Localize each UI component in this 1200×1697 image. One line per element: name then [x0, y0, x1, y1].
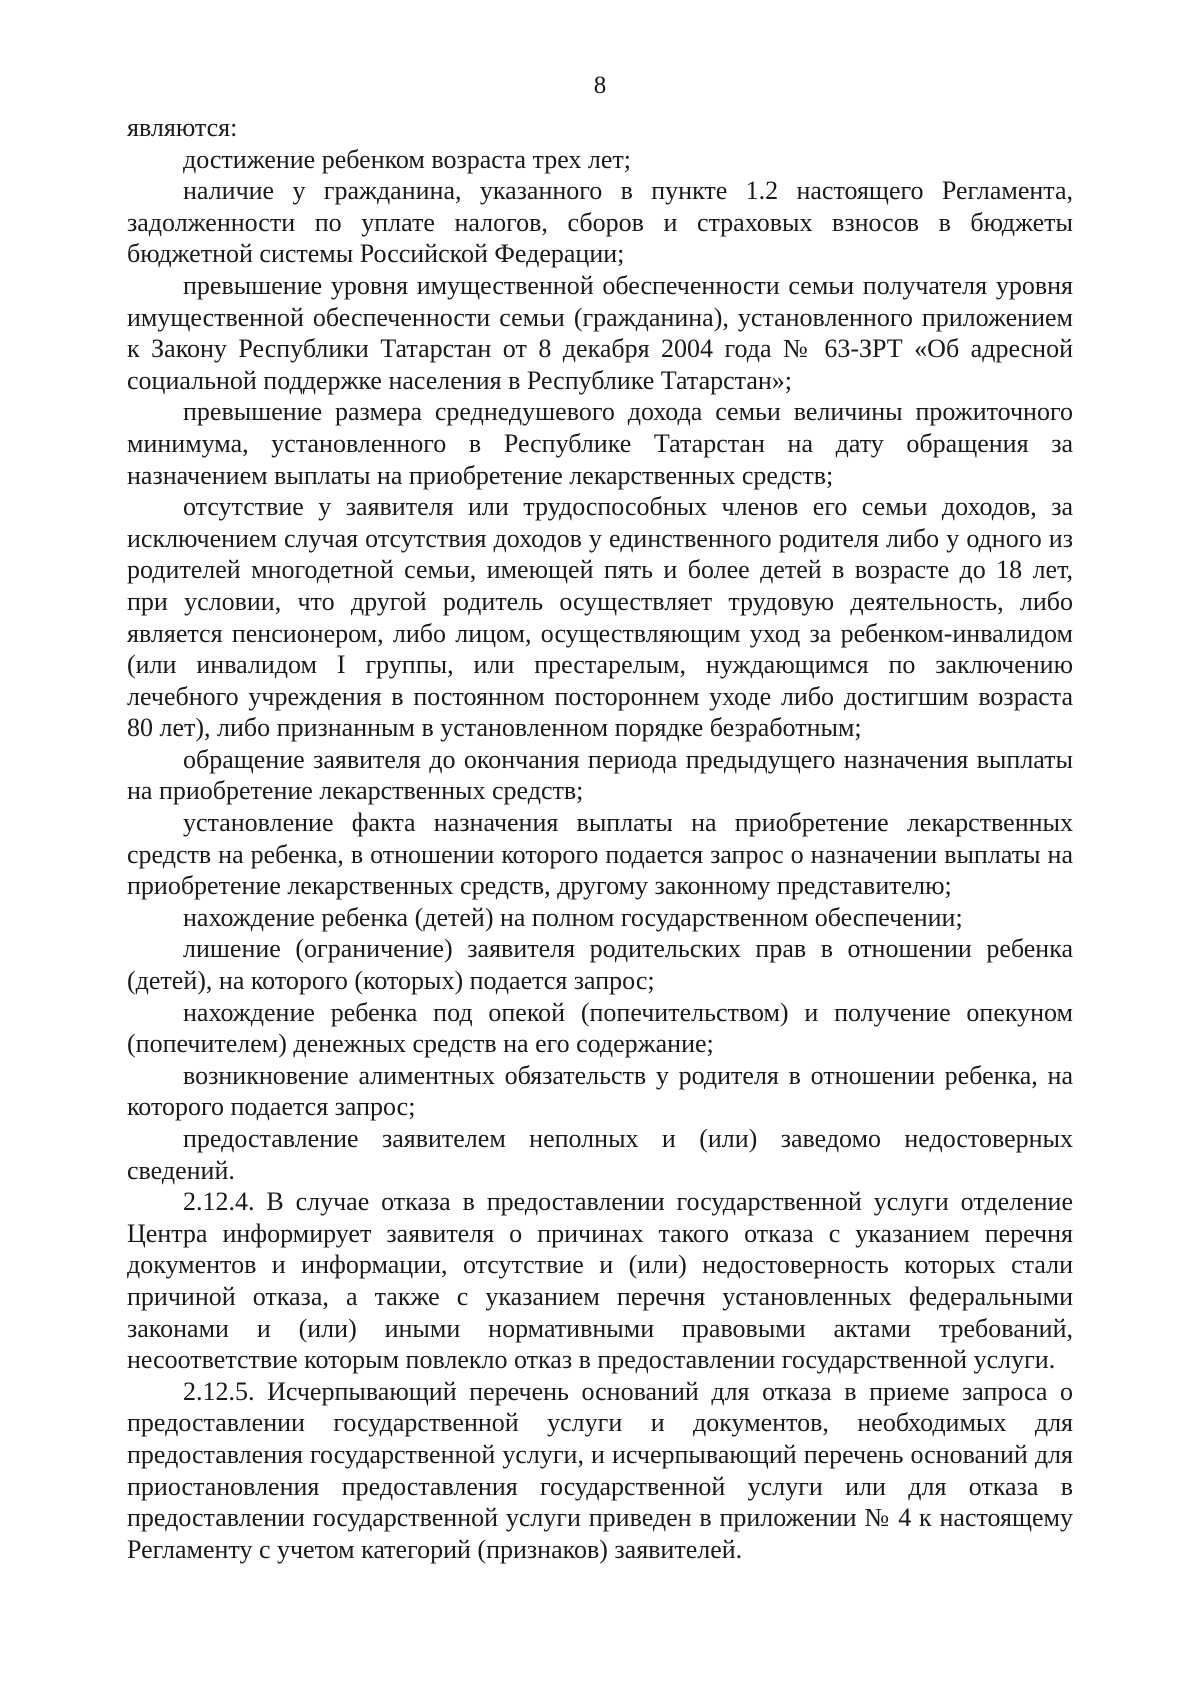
paragraph-ground-alimony: возникновение алиментных обязательств у родителя в отношении ребенка, на которого подается запрос; — [127, 1060, 1073, 1122]
paragraph-ground-guardianship: нахождение ребенка под опекой (попечительством) и получение опекуном (попечителем) денежных средств на его содержание; — [127, 997, 1073, 1059]
paragraph-clause-2-12-5: 2.12.5. Исчерпывающий перечень оснований для отказа в приеме запроса о предоставлении государственной услуги и документов, необходимых для предоставления государственной услуги, и исчерпывающий перечень оснований для приостановления предоставления государственной услуги или для отказа в предоставлении государственной услуги приведен в приложении № 4 к настоящему Регламенту с учетом категорий (признаков) заявителей. — [127, 1376, 1073, 1564]
paragraph-ground-no-income: отсутствие у заявителя или трудоспособных членов его семьи доходов, за исключением случая отсутствия доходов у единственного родителя либо у одного из родителей многодетной семьи, имеющей пять и более детей в возрасте до 18 лет, при условии, что другой родитель осуществляет трудовую деятельность, либо является пенсионером, либо лицом, осуществляющим уход за ребенком-инвалидом (или инвалидом I группы, или престарелым, нуждающимся по заключению лечебного учреждения в постоянном постороннем уходе либо достигшим возраста 80 лет), либо признанным в установленном порядке безработным; — [127, 492, 1073, 743]
paragraph-ground-state-care: нахождение ребенка (детей) на полном государственном обеспечении; — [183, 902, 963, 932]
page-number: 8 — [593, 72, 607, 99]
paragraph-ground-early-application: обращение заявителя до окончания периода предыдущего назначения выплаты на приобретение лекарственных средств; — [127, 744, 1073, 806]
paragraph-continuation: являются: — [127, 113, 238, 142]
paragraph-ground-false-info: предоставление заявителем неполных и (или) заведомо недостоверных сведений. — [127, 1124, 1073, 1185]
paragraph-ground-parental-rights: лишение (ограничение) заявителя родительских прав в отношении ребенка (детей), на которого (которых) подается запрос; — [127, 934, 1073, 996]
paragraph-ground-other-representative: установление факта назначения выплаты на приобретение лекарственных средств на ребенка, в отношении которого подается запрос о назначении выплаты на приобретение лекарственных средств, другому законному представителю; — [127, 808, 1073, 901]
paragraph-ground-tax-debt: наличие у гражданина, указанного в пункте 1.2 настоящего Регламента, задолженности по уплате налогов, сборов и страховых взносов в бюджеты бюджетной системы Российской Федерации; — [127, 176, 1073, 269]
paragraph-ground-income-excess: превышение размера среднедушевого дохода семьи величины прожиточного минимума, установленного в Республике Татарстан на дату обращения за назначением выплаты на приобретение лекарственных средств; — [127, 397, 1073, 490]
document-body — [127, 112, 1073, 1565]
paragraph-ground-child-age: достижение ребенком возраста трех лет; — [183, 144, 632, 174]
paragraph-ground-property-level: превышение уровня имущественной обеспеченности семьи получателя уровня имущественной обеспеченности семьи (гражданина), установленного приложением к Закону Республики Татарстан от 8 декабря 2004 года № 63-ЗРТ «Об адресной социальной поддержке населения в Республике Татарстан»; — [127, 270, 1073, 395]
paragraph-clause-2-12-4: 2.12.4. В случае отказа в предоставлении государственной услуги отделение Центра информирует заявителя о причинах такого отказа с указанием перечня документов и информации, отсутствие и (или) недостоверность которых стали причиной отказа, а также с указанием перечня установленных федеральными законами и (или) иными нормативными правовыми актами требований, несоответствие которым повлекло отказ в предоставлении государственной услуги. — [127, 1187, 1073, 1375]
